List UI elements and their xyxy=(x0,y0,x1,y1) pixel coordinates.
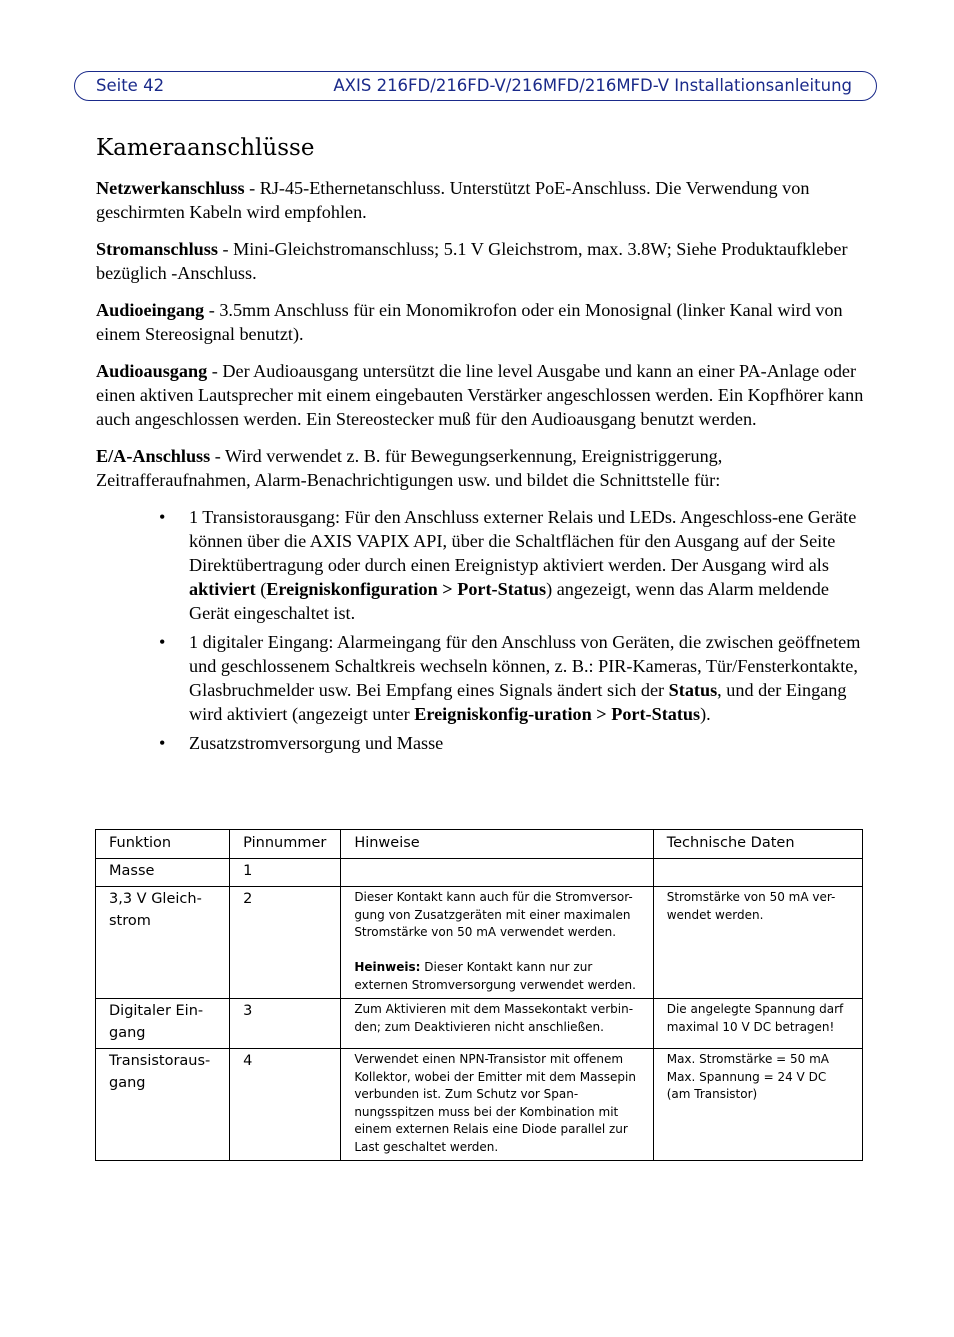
cell-hinweise: Verwendet einen NPN-Transistor mit offenem Kollektor, wobei der Emitter mit dem Massepin verbunden ist. Zum Schutz vor Span-nungsspitzen muss bei der Kombination mit einem externen Relais eine Diode parallel zur Last geschaltet werden. xyxy=(341,1049,653,1161)
cell-pin: 2 xyxy=(230,887,341,999)
separator: - xyxy=(217,239,234,259)
separator: - xyxy=(207,361,223,381)
bold-text: aktiviert xyxy=(189,579,256,599)
cell-daten xyxy=(653,1049,862,1161)
pin-table xyxy=(95,829,863,1161)
hinweis-text: Dieser Kontakt kann auch für die Stromversor-gung von Zusatzgeräten mit einer maximalen Stromstärke von 50 mA verwendet werden. xyxy=(354,890,633,939)
page-title: Kameraanschlüsse xyxy=(96,135,315,161)
list-item-transistorausgang xyxy=(159,505,866,625)
bold-text: Ereigniskonfig-uration > Port-Status xyxy=(414,704,701,724)
bullet-icon: • xyxy=(159,733,166,753)
description: 3.5mm Anschluss für ein Monomikrofon oder ein Monosignal (linker Kanal wird von einem Stereosignal benutzt). xyxy=(96,300,843,344)
term: Netzwerkanschluss xyxy=(96,178,245,198)
cell-funktion: Transistoraus-gang xyxy=(96,1049,230,1161)
table-row xyxy=(96,999,863,1049)
description: Mini-Gleichstromanschluss; 5.1 V Gleichstrom, max. 3.8W; Siehe Produktaufkleber bezüglich -Anschluss. xyxy=(96,239,848,283)
cell-hinweise xyxy=(341,859,653,887)
description: RJ-45-Ethernetanschluss. Unterstützt PoE-Anschluss. Die Verwendung von geschirmten Kabeln wird empfohlen. xyxy=(96,178,810,222)
header-funktion: Funktion xyxy=(96,830,230,859)
cell-funktion: 3,3 V Gleich-strom xyxy=(96,887,230,999)
bold-text: Ereigniskonfiguration > Port-Status xyxy=(266,579,547,599)
cell-funktion: Digitaler Ein-gang xyxy=(96,999,230,1049)
separator: - xyxy=(244,178,260,198)
table-row xyxy=(96,859,863,887)
cell-pin: 4 xyxy=(230,1049,341,1161)
term: E/A-Anschluss xyxy=(96,446,211,466)
cell-hinweise xyxy=(341,887,653,999)
term: Audioeingang xyxy=(96,300,205,320)
paragraph-netzwerkanschluss xyxy=(96,176,866,224)
separator: - xyxy=(210,446,226,466)
table-row xyxy=(96,1049,863,1161)
daten-line: Max. Spannung = 24 V DC xyxy=(666,1069,827,1084)
table-row xyxy=(96,887,863,999)
daten-line: (am Transistor) xyxy=(666,1087,758,1101)
header-technische-daten: Technische Daten xyxy=(653,830,862,859)
paragraph-ea-anschluss xyxy=(96,444,866,492)
body-text xyxy=(96,176,866,760)
cell-hinweise: Zum Aktivieren mit dem Massekontakt verbin-den; zum Deaktivieren nicht anschließen. xyxy=(341,999,653,1049)
cell-daten: Stromstärke von 50 mA ver-wendet werden. xyxy=(653,887,862,999)
paragraph-stromanschluss xyxy=(96,237,866,285)
cell-funktion: Masse xyxy=(96,859,230,887)
cell-daten xyxy=(653,859,862,887)
table-header-row xyxy=(96,830,863,859)
header-pinnummer: Pinnummer xyxy=(230,830,341,859)
term: Stromanschluss xyxy=(96,239,218,259)
bullet-icon: • xyxy=(159,632,166,652)
bold-text: Status xyxy=(668,680,718,700)
list-item-zusatzstrom xyxy=(159,731,866,755)
note-label: Heinweis: xyxy=(354,960,421,974)
text: , und der Eingang wird aktiviert (angezeigt unter xyxy=(189,680,847,724)
description: Der Audioausgang untersützt die line level Ausgabe und kann an einer PA-Anlage oder einen aktiven Lautsprecher mit einem eingebauten Verstärker angeschlossen werden. Ein Kopfhörer kann auch angeschlossen werden. Ein Stereostecker muß für den Audioausgang benutzt werden. xyxy=(96,361,864,429)
daten-line: Max. Stromstärke = 50 mA xyxy=(666,1052,829,1066)
bullet-list xyxy=(96,505,866,755)
text: ( xyxy=(255,579,267,599)
term: Audioausgang xyxy=(96,361,208,381)
cell-daten: Die angelegte Spannung darf maximal 10 V DC betragen! xyxy=(653,999,862,1049)
text: ) angezeigt, wenn das Alarm meldende Gerät eingeschaltet ist. xyxy=(189,579,829,623)
page-number: Seite 42 xyxy=(96,76,165,95)
note-text: Dieser Kontakt kann nur zur externen Stromversorgung verwendet werden. xyxy=(354,960,636,992)
list-item-digitaler-eingang xyxy=(159,630,866,726)
paragraph-audioeingang xyxy=(96,298,866,346)
paragraph-audioausgang xyxy=(96,359,866,431)
cell-pin: 1 xyxy=(230,859,341,887)
bullet-icon: • xyxy=(159,507,166,527)
description: Wird verwendet z. B. für Bewegungserkennung, Ereignistriggerung, Zeitrafferaufnahmen, Alarm-Benachrichtigungen usw. und bildet die Schnittstelle für: xyxy=(96,446,723,490)
text: Zusatzstromversorgung und Masse xyxy=(189,733,444,753)
text: ). xyxy=(700,704,711,724)
document-title: AXIS 216FD/216FD-V/216MFD/216MFD-V Installationsanleitung xyxy=(333,76,852,95)
text: 1 Transistorausgang: Für den Anschluss externer Relais und LEDs. Angeschloss-ene Geräte können über die AXIS VAPIX API, über die Schaltflächen für den Ausgang auf der Seite Direktübertragung oder durch einen Ereignistyp aktiviert werden. Der Ausgang wird als xyxy=(189,507,857,575)
page-header xyxy=(74,71,877,101)
text: 1 digitaler Eingang: Alarmeingang für den Anschluss von Geräten, die zwischen geöffnetem und geschlossenem Schaltkreis wechseln können, z. B.: PIR-Kameras, Tür/Fensterkontakte, Glasbruchmelder usw. Bei Empfang eines Signals ändert sich der xyxy=(189,632,861,700)
cell-pin: 3 xyxy=(230,999,341,1049)
separator: - xyxy=(204,300,220,320)
header-hinweise: Hinweise xyxy=(341,830,653,859)
